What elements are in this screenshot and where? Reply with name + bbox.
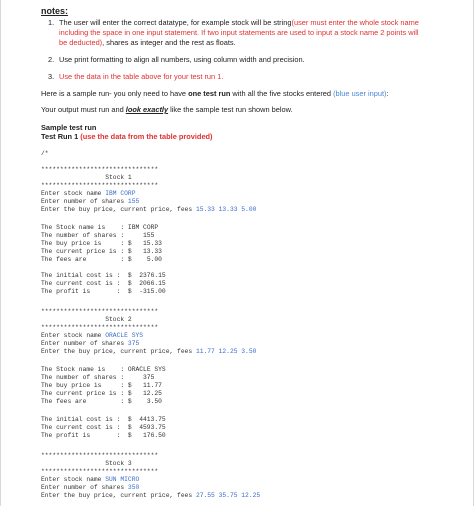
note-text: , shares as integer and the rest as floats.	[102, 38, 236, 47]
output-value: 375	[143, 374, 155, 381]
output-value: ORACLE SYS	[127, 366, 166, 373]
output-label: The current price is : $	[41, 390, 144, 397]
output-row	[41, 232, 154, 240]
test-run-label: Test Run 1	[41, 132, 79, 141]
output-instructions	[41, 105, 441, 115]
prompt-line	[41, 348, 256, 356]
output-value: 5.00	[146, 256, 162, 263]
user-input: 155	[127, 198, 140, 205]
instruction-text: Your output must run and	[41, 105, 126, 114]
sample-run-title: Sample test run	[41, 123, 97, 132]
prompt-line	[41, 198, 139, 206]
output-row	[41, 390, 162, 398]
output-row	[41, 240, 162, 248]
output-row	[41, 256, 162, 264]
output-row	[41, 424, 166, 432]
stock-header-label: Stock 2	[105, 316, 132, 323]
output-value: 15.33	[143, 240, 162, 247]
output-label: The fees are : $	[41, 398, 147, 405]
prompt-text: Enter number of shares	[41, 198, 128, 205]
output-label: The initial cost is : $	[41, 416, 140, 423]
prompt-line	[41, 476, 139, 484]
output-row	[41, 366, 166, 374]
output-value: IBM CORP	[127, 224, 159, 231]
output-label: The current price is : $	[41, 248, 144, 255]
output-row	[41, 374, 154, 382]
output-label: The initial cost is : $	[41, 272, 140, 279]
star-divider: *******************************	[41, 468, 159, 475]
output-label: The Stock name is :	[41, 224, 128, 231]
note-item-2	[41, 55, 421, 65]
prompt-text: Enter stock name	[41, 332, 106, 339]
prompt-text: Enter number of shares	[41, 340, 128, 347]
notes-title: notes:	[41, 6, 68, 16]
star-divider: *******************************	[41, 452, 159, 459]
output-label: The current cost is : $	[41, 280, 140, 287]
prompt-line	[41, 484, 139, 492]
test-run-note: (use the data from the table provided)	[80, 132, 213, 141]
star-divider: *******************************	[41, 324, 159, 331]
output-value: 2066.15	[139, 280, 166, 287]
instruction-text: Here is a sample run- you only need to have	[41, 89, 189, 98]
output-label: The fees are : $	[41, 256, 147, 263]
user-input: ORACLE SYS	[105, 332, 144, 339]
output-value: 176.50	[143, 432, 166, 439]
output-row	[41, 248, 162, 256]
output-row	[41, 416, 166, 424]
prompt-text: Enter the buy price, current price, fees	[41, 492, 196, 499]
user-input: 27.55 35.75 12.25	[195, 492, 261, 499]
instruction-text: like the sample test run shown below.	[168, 105, 293, 114]
prompt-text: Enter the buy price, current price, fees	[41, 206, 196, 213]
prompt-line	[41, 190, 135, 198]
star-divider: *******************************	[41, 182, 159, 189]
note-warning-text: (user must enter the whole stock name including the space in one input statement. If two input statements are used to input a stock name 2 points will be deducted)	[59, 18, 419, 47]
output-value: 3.50	[146, 398, 162, 405]
output-value: -315.00	[139, 288, 166, 295]
prompt-text: Enter the buy price, current price, fees	[41, 348, 196, 355]
output-label: The profit is : $	[41, 432, 144, 439]
note-item-1	[41, 18, 421, 48]
star-divider: *******************************	[41, 166, 159, 173]
note-text: The user will enter the correct datatype, for example stock will be string	[59, 18, 292, 27]
output-value: 2376.15	[139, 272, 166, 279]
user-input: IBM CORP	[105, 190, 136, 197]
prompt-line	[41, 332, 143, 340]
output-value: 11.77	[143, 382, 162, 389]
user-input: 11.77 12.25 3.50	[195, 348, 257, 355]
stock-header-label: Stock 1	[105, 174, 132, 181]
output-label: The number of shares :	[41, 232, 144, 239]
output-label: The buy price is : $	[41, 240, 144, 247]
output-row	[41, 272, 166, 280]
output-row	[41, 288, 166, 296]
instruction-emphasis: one test run	[188, 89, 231, 98]
instruction-emphasis: look exactly	[125, 105, 169, 114]
test-run-title	[41, 132, 213, 141]
output-label: The buy price is : $	[41, 382, 144, 389]
user-input: 15.33 13.33 5.00	[195, 206, 257, 213]
note-item-3	[41, 72, 421, 82]
output-label: The profit is : $	[41, 288, 140, 295]
prompt-line	[41, 492, 260, 500]
instruction-text: :	[386, 89, 389, 98]
prompt-line	[41, 340, 139, 348]
stock-header-label: Stock 3	[105, 460, 132, 467]
output-row	[41, 280, 166, 288]
instruction-text: with all the five stocks entered	[230, 89, 334, 98]
prompt-text: Enter number of shares	[41, 484, 128, 491]
user-input: 350	[127, 484, 140, 491]
notes-list	[41, 18, 421, 89]
prompt-text: Enter stock name	[41, 476, 106, 483]
output-value: 13.33	[143, 248, 162, 255]
stock-header	[41, 316, 132, 324]
output-row	[41, 382, 162, 390]
note-number: 3.	[48, 72, 55, 81]
note-number: 1.	[48, 18, 55, 27]
output-value: 4413.75	[139, 416, 166, 423]
output-label: The current cost is : $	[41, 424, 140, 431]
prompt-text: Enter stock name	[41, 190, 106, 197]
note-number: 2.	[48, 55, 55, 64]
output-row	[41, 398, 162, 406]
note-text: Use print formatting to align all numbers, using column width and precision.	[59, 55, 305, 64]
sample-run-instructions	[41, 89, 441, 99]
blue-input-note: (blue user input)	[333, 89, 387, 98]
output-row	[41, 432, 166, 440]
star-divider: *******************************	[41, 308, 159, 315]
note-warning-text: Use the data in the table above for your test run 1.	[59, 72, 224, 81]
user-input: SUN MICRO	[105, 476, 140, 483]
stock-header	[41, 460, 132, 468]
output-value: 12.25	[143, 390, 162, 397]
output-value: 155	[143, 232, 155, 239]
prompt-line	[41, 206, 256, 214]
output-value: 4593.75	[139, 424, 166, 431]
output-label: The Stock name is :	[41, 366, 128, 373]
stock-header	[41, 174, 132, 182]
output-label: The number of shares :	[41, 374, 144, 381]
comment-open: /*	[41, 150, 49, 157]
user-input: 375	[127, 340, 140, 347]
output-row	[41, 224, 158, 232]
